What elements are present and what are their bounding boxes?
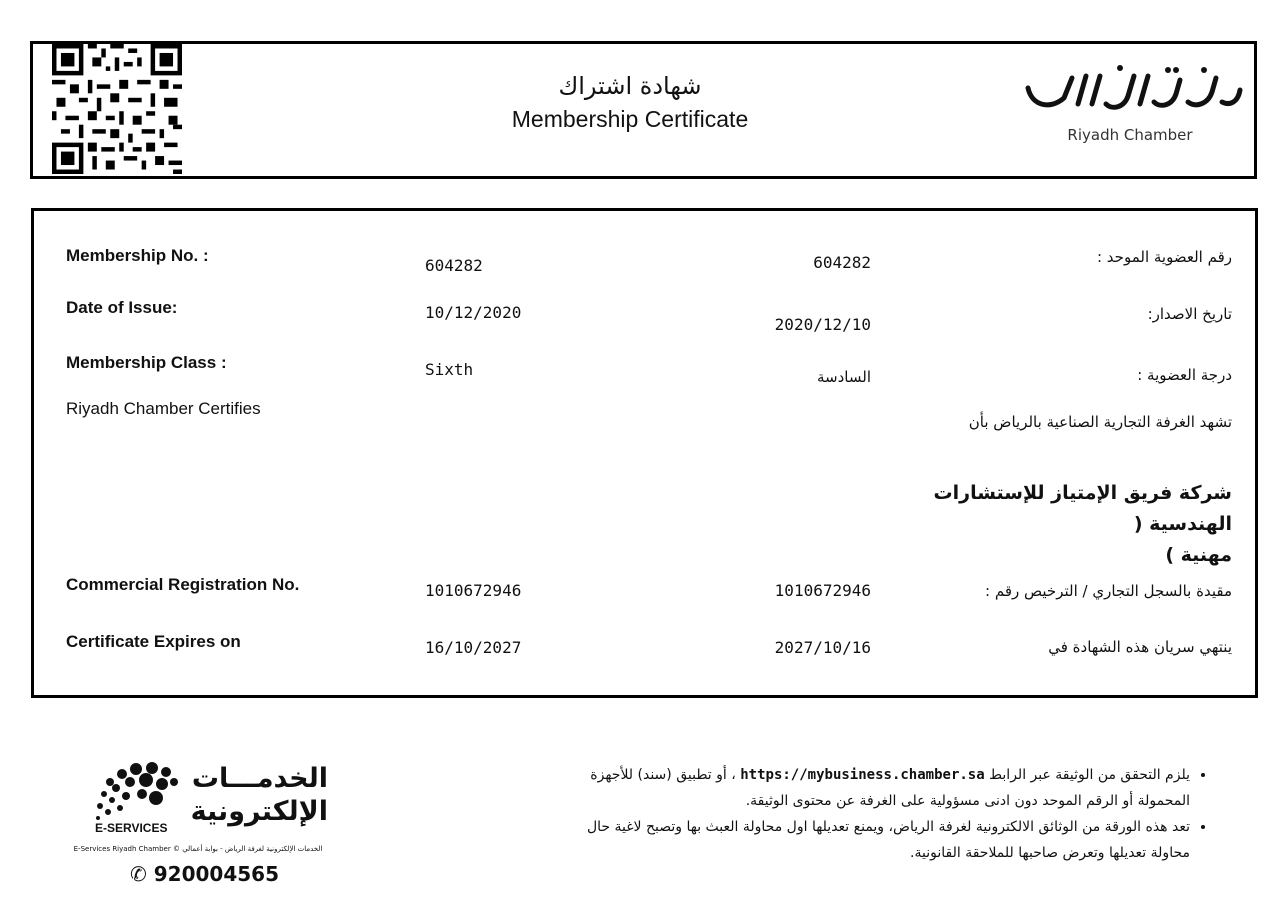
verification-note: [560, 762, 1190, 814]
commercial-registration-label: Commercial Registration No.: [66, 575, 300, 594]
qr-code[interactable]: [52, 44, 182, 174]
certificate-body: [31, 208, 1258, 698]
eservices-title-line-2: الإلكترونية: [190, 796, 328, 827]
phone-icon: ✆: [130, 862, 147, 886]
eservices-label: E-SERVICES: [95, 821, 168, 835]
membership-no-label-arabic: رقم العضوية الموحد :: [1096, 248, 1232, 266]
verification-note-text-end: ، أو تطبيق (سند) للأجهزة المحمولة أو الرقم الموحد دون ادنى مسؤولية على الغرفة عن محتوى الوثيقة.: [590, 767, 1190, 809]
certifies-text: Riyadh Chamber Certifies: [66, 399, 261, 418]
membership-no-value-arabic: 604282: [813, 253, 871, 272]
company-name-line-2: مهنية ): [1165, 544, 1232, 566]
phone-number[interactable]: [130, 862, 279, 886]
date-of-issue-value: 10/12/2020: [425, 303, 522, 322]
certificate-expiry-label: Certificate Expires on: [66, 632, 241, 651]
company-name-line-1: شركة فريق الإمتياز للإستشارات الهندسية (: [933, 482, 1232, 535]
eservices-title-line-1: الخدمـــات: [191, 763, 328, 794]
company-name: [880, 478, 1232, 571]
certificate-expiry-label-arabic: ينتهي سريان هذه الشهادة في: [1048, 638, 1232, 656]
phone-number-text: 920004565: [153, 862, 279, 886]
eservices-caption: E-Services Riyadh Chamber © الخدمات الإلكترونية لغرفة الرياض - بوابة أعمالي: [73, 845, 323, 853]
commercial-registration-value-arabic: 1010672946: [774, 581, 871, 600]
eservices-title-arabic: [180, 762, 328, 828]
certificate-expiry-value-arabic: 2027/10/16: [774, 638, 871, 657]
verification-note-text: يلزم التحقق من الوثيقة عبر الرابط: [989, 767, 1190, 783]
membership-class-value-arabic: السادسة: [817, 368, 871, 386]
certificate-expiry-value: 16/10/2027: [425, 638, 522, 657]
membership-class-label-arabic: درجة العضوية :: [1137, 366, 1232, 384]
tamper-warning-note: • تعد هذه الورقة من الوثائق الالكترونية لغرفة الرياض، ويمنع تعديلها اول محاولة العبث بها وتصبح لاغية حال محاولة تعديلها وتعرض صاحبها للملاحقة القانونية.: [560, 814, 1190, 866]
commercial-registration-value: 1010672946: [425, 581, 522, 600]
membership-class-value: Sixth: [425, 360, 474, 379]
membership-class-label: Membership Class :: [66, 353, 227, 372]
certifies-text-arabic: تشهد الغرفة التجارية الصناعية بالرياض بأن: [968, 413, 1232, 431]
verification-notes: [560, 762, 1208, 866]
riyadh-chamber-logo-text: Riyadh Chamber: [1067, 126, 1193, 144]
membership-no-value: 604282: [425, 256, 483, 275]
date-of-issue-value-arabic: 2020/12/10: [774, 315, 871, 334]
certificate-title-english: Membership Certificate: [511, 106, 749, 132]
membership-no-label: Membership No. :: [66, 246, 209, 265]
riyadh-chamber-logo: [1020, 58, 1245, 122]
date-of-issue-label-arabic: تاريخ الاصدار:: [1147, 305, 1232, 323]
certificate-title-arabic: شهادة اشتراك: [558, 72, 702, 100]
verification-link[interactable]: https://mybusiness.chamber.sa: [740, 767, 985, 783]
commercial-registration-label-arabic: مقيدة بالسجل التجاري / الترخيص رقم :: [985, 582, 1232, 600]
date-of-issue-label: Date of Issue:: [66, 298, 178, 317]
